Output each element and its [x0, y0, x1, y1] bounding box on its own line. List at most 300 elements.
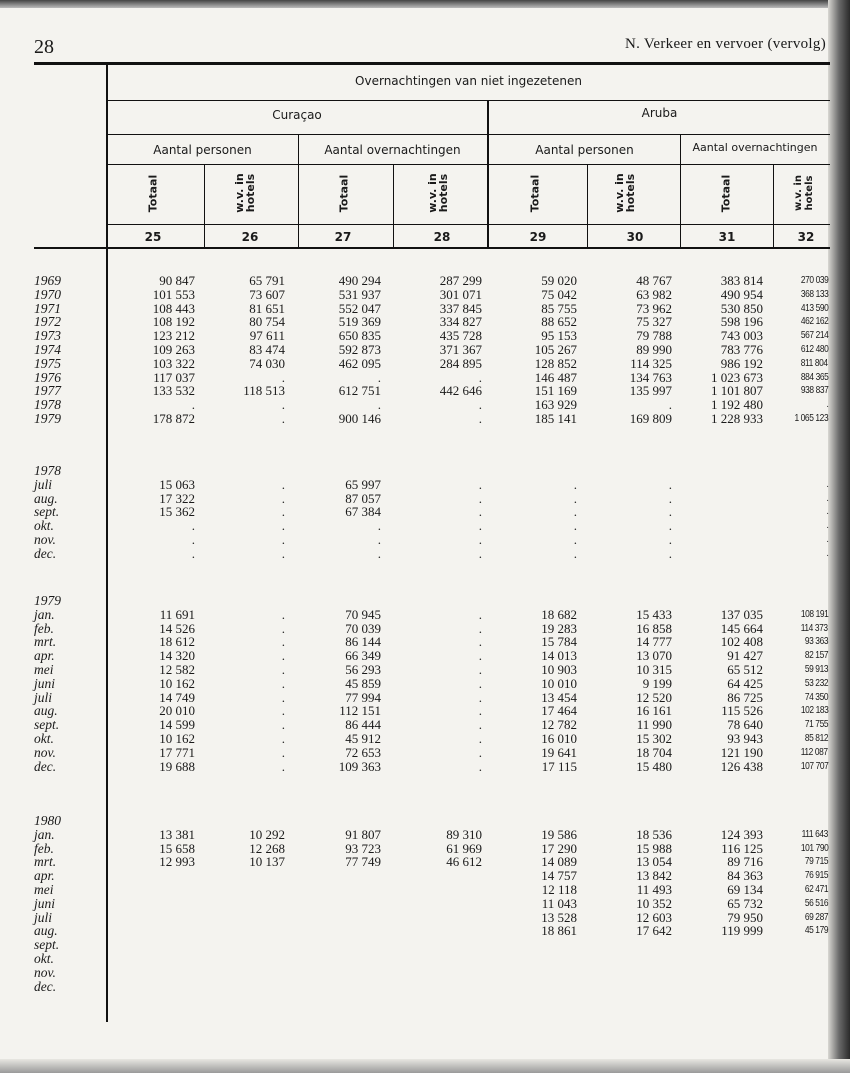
- cell-col-28: .: [478, 606, 482, 622]
- cell-col-29: .: [573, 490, 577, 506]
- cell-col-27: 91 807: [345, 826, 381, 842]
- cell-col-27: 56 293: [345, 661, 381, 677]
- cell-col-32: 108 191: [800, 607, 828, 620]
- column-divider: [587, 164, 588, 248]
- cell-col-29: 18 682: [541, 606, 577, 622]
- table-row: [0, 663, 850, 677]
- table-row: [0, 412, 850, 426]
- cell-col-25: 117 037: [153, 369, 195, 385]
- cell-col-25: 10 162: [159, 675, 195, 691]
- cell-col-31: 124 393: [720, 826, 763, 842]
- table-title: Overnachtingen van niet ingezetenen: [355, 74, 582, 88]
- cell-col-32: 82 157: [804, 649, 828, 662]
- cell-col-31: 65 732: [727, 895, 763, 911]
- cell-col-27: 592 873: [338, 341, 381, 357]
- cell-col-27: 612 751: [338, 383, 381, 399]
- cell-col-26: .: [281, 490, 285, 506]
- cell-col-26: .: [281, 476, 285, 492]
- cell-col-26: .: [281, 730, 285, 746]
- cell-col-27: .: [377, 397, 381, 413]
- cell-col-28: .: [478, 689, 482, 705]
- cell-col-29: 13 454: [541, 689, 577, 705]
- cell-col-32: 107 707: [800, 759, 828, 772]
- cell-col-32: 59 913: [804, 662, 828, 675]
- row-label: aug.: [34, 923, 58, 939]
- cell-col-28: .: [478, 730, 482, 746]
- row-label: 1974: [34, 341, 61, 357]
- row-label: nov.: [34, 744, 56, 760]
- cell-col-31: 530 850: [720, 300, 763, 316]
- cell-col-26: .: [281, 758, 285, 774]
- cell-col-25: .: [191, 397, 195, 413]
- cell-col-25: 10 162: [159, 730, 195, 746]
- cell-col-25: 20 010: [159, 703, 195, 719]
- cell-col-26: 118 513: [243, 383, 285, 399]
- column-label: w.v. in hotels: [793, 175, 815, 211]
- cell-col-32: 462 162: [800, 315, 828, 328]
- cell-col-29: 12 118: [541, 881, 577, 897]
- cell-col-25: 15 658: [159, 840, 195, 856]
- table-row: [0, 952, 850, 966]
- table-row: [0, 533, 850, 547]
- cell-col-32: 45 179: [804, 924, 828, 937]
- cell-col-29: 16 010: [541, 730, 577, 746]
- cell-col-27: 86 144: [345, 634, 381, 650]
- table-row: [0, 897, 850, 911]
- cell-col-29: 14 757: [541, 868, 577, 884]
- cell-col-30: 75 327: [636, 314, 672, 330]
- table-row: [0, 329, 850, 343]
- cell-col-31: 598 196: [720, 314, 763, 330]
- cell-col-28: 435 728: [439, 328, 482, 344]
- cell-col-28: .: [478, 410, 482, 426]
- cell-col-28: .: [478, 717, 482, 733]
- table-row: [0, 622, 850, 636]
- row-label: apr.: [34, 648, 55, 664]
- cell-col-28: 301 071: [439, 286, 482, 302]
- cell-col-26: .: [281, 620, 285, 636]
- table-row: [0, 677, 850, 691]
- cell-col-32: .: [826, 491, 828, 504]
- cell-col-31: 84 363: [727, 868, 763, 884]
- cell-col-30: 9 199: [642, 675, 672, 691]
- cell-col-27: 77 749: [345, 854, 381, 870]
- cell-col-31: 743 003: [720, 328, 763, 344]
- cell-col-29: .: [573, 531, 577, 547]
- table-row: [0, 883, 850, 897]
- cell-col-31: 121 190: [720, 744, 763, 760]
- row-label: 1976: [34, 369, 61, 385]
- cell-col-28: .: [478, 620, 482, 636]
- cell-col-25: .: [191, 531, 195, 547]
- cell-col-30: 73 962: [636, 300, 672, 316]
- cell-col-26: .: [281, 648, 285, 664]
- column-number: 25: [144, 230, 162, 244]
- cell-col-28: .: [478, 518, 482, 534]
- cell-col-31: 69 134: [727, 881, 763, 897]
- cell-col-29: 151 169: [534, 383, 577, 399]
- table-row: [0, 760, 850, 774]
- cell-col-25: 12 582: [159, 661, 195, 677]
- cell-col-30: .: [668, 476, 672, 492]
- table-row: [0, 384, 850, 398]
- cell-col-29: 59 020: [541, 273, 577, 288]
- row-label: aug.: [34, 703, 58, 719]
- cell-col-29: 163 929: [534, 397, 577, 413]
- cell-col-25: 123 212: [152, 328, 195, 344]
- row-label: mrt.: [34, 634, 57, 650]
- row-label: 1972: [34, 314, 61, 330]
- cell-col-29: 95 153: [541, 328, 577, 344]
- cell-col-31: 1 101 807: [711, 383, 763, 399]
- row-label: sept.: [34, 717, 60, 733]
- cell-col-32: 93 363: [804, 635, 828, 648]
- column-number: 27: [334, 230, 352, 244]
- cell-col-30: 79 788: [636, 328, 672, 344]
- scan-top-edge: [0, 0, 850, 8]
- cell-col-30: 12 520: [636, 689, 672, 705]
- cell-col-32: 53 232: [804, 676, 828, 689]
- row-label: juli: [34, 909, 53, 925]
- cell-col-29: 17 464: [541, 703, 577, 719]
- cell-col-25: 108 443: [152, 300, 195, 316]
- cell-col-31: 89 716: [727, 854, 763, 870]
- row-label: nov.: [34, 531, 56, 547]
- cell-col-30: 18 536: [636, 826, 672, 842]
- cell-col-28: .: [478, 648, 482, 664]
- table-row: [0, 732, 850, 746]
- row-label: 1969: [34, 273, 61, 288]
- cell-col-26: .: [281, 703, 285, 719]
- row-label: juli: [34, 689, 53, 705]
- cell-col-28: .: [478, 504, 482, 520]
- column-label: Totaal: [146, 174, 160, 213]
- row-label: 1973: [34, 328, 61, 344]
- cell-col-29: 88 652: [541, 314, 577, 330]
- cell-col-27: 66 349: [345, 648, 381, 664]
- cell-col-31: 91 427: [727, 648, 763, 664]
- cell-col-25: 178 872: [152, 410, 195, 426]
- cell-col-28: 334 827: [439, 314, 482, 330]
- column-divider: [393, 164, 394, 248]
- table-row: [0, 315, 850, 329]
- cell-col-29: 17 115: [541, 758, 577, 774]
- cell-col-30: 15 480: [636, 758, 672, 774]
- table-row: [0, 635, 850, 649]
- cell-col-30: 16 858: [636, 620, 672, 636]
- cell-col-31: 78 640: [727, 717, 763, 733]
- cell-col-32: 270 039: [800, 274, 828, 286]
- table-row: [0, 704, 850, 718]
- table-row: [0, 938, 850, 952]
- cell-col-30: 13 842: [636, 868, 672, 884]
- running-head: N. Verkeer en vervoer (vervolg): [624, 36, 826, 52]
- cell-col-31: 116 125: [721, 840, 763, 856]
- cell-col-25: .: [191, 518, 195, 534]
- cell-col-27: 112 151: [339, 703, 381, 719]
- cell-col-32: 101 790: [800, 841, 828, 854]
- column-number: 30: [626, 230, 644, 244]
- cell-col-30: .: [668, 531, 672, 547]
- cell-col-25: .: [191, 545, 195, 561]
- cell-col-32: 76 915: [804, 869, 828, 882]
- cell-col-31: 383 814: [720, 273, 763, 288]
- row-label: dec.: [34, 978, 57, 994]
- cell-col-32: .: [826, 546, 828, 559]
- cell-col-30: 10 352: [636, 895, 672, 911]
- cell-col-28: 89 310: [446, 826, 482, 842]
- rule-under-labels: [107, 224, 830, 225]
- section-heading: 1978: [34, 463, 61, 478]
- cell-col-31: 1 023 673: [711, 369, 763, 385]
- cell-col-32: .: [826, 532, 828, 545]
- cell-col-29: 11 043: [541, 895, 577, 911]
- cell-col-32: .: [826, 519, 828, 532]
- cell-col-32: 413 590: [800, 301, 828, 314]
- cell-col-32: 102 183: [800, 704, 828, 717]
- cell-col-27: .: [377, 369, 381, 385]
- row-label: 1978: [34, 397, 61, 413]
- cell-col-32: 938 837: [800, 384, 828, 397]
- cell-col-26: 10 137: [249, 854, 285, 870]
- cell-col-29: 85 755: [541, 300, 577, 316]
- cell-col-32: 111 643: [801, 827, 828, 840]
- cell-col-31: 1 228 933: [711, 410, 763, 426]
- cell-col-32: 79 715: [804, 855, 828, 868]
- cell-col-27: .: [377, 545, 381, 561]
- cell-col-27: 109 363: [338, 758, 381, 774]
- table-row: [0, 492, 850, 506]
- cell-col-32: 567 214: [800, 329, 828, 342]
- cell-col-29: 185 141: [534, 410, 577, 426]
- cell-col-28: .: [478, 476, 482, 492]
- cell-col-32: 71 755: [804, 718, 828, 731]
- cell-col-30: 169 809: [629, 410, 672, 426]
- cell-col-28: .: [478, 397, 482, 413]
- cell-col-30: 12 603: [636, 909, 672, 925]
- cell-col-30: 11 493: [636, 881, 672, 897]
- column-number: 32: [797, 230, 815, 244]
- column-label: Totaal: [528, 174, 542, 213]
- cell-col-27: 70 039: [345, 620, 381, 636]
- cell-col-28: .: [478, 703, 482, 719]
- cell-col-28: 46 612: [446, 854, 482, 870]
- table-row: [0, 371, 850, 385]
- cell-col-26: .: [281, 504, 285, 520]
- cell-col-26: .: [281, 606, 285, 622]
- table-row: [0, 869, 850, 883]
- row-label: 1971: [34, 300, 61, 316]
- cell-col-28: 371 367: [439, 341, 482, 357]
- header-bottom-rule: [34, 247, 830, 249]
- table-row: [0, 980, 850, 994]
- cell-col-25: 17 322: [159, 490, 195, 506]
- cell-col-26: .: [281, 717, 285, 733]
- cell-col-26: .: [281, 518, 285, 534]
- cell-col-29: 105 267: [534, 341, 577, 357]
- cell-col-25: 90 847: [159, 273, 195, 288]
- cell-col-27: 531 937: [338, 286, 381, 302]
- cell-col-32: .: [826, 398, 828, 411]
- cell-col-32: .: [826, 477, 828, 490]
- table-row: [0, 746, 850, 760]
- rule-under-title: [107, 100, 830, 101]
- cell-col-28: .: [478, 758, 482, 774]
- cell-col-27: 77 994: [345, 689, 381, 705]
- cell-col-30: 13 070: [636, 648, 672, 664]
- cell-col-25: 101 553: [152, 286, 195, 302]
- cell-col-25: 15 362: [159, 504, 195, 520]
- table-row: [0, 274, 850, 288]
- cell-col-26: .: [281, 531, 285, 547]
- cell-col-32: 56 516: [804, 896, 828, 909]
- cell-col-32: 114 373: [801, 621, 828, 634]
- cell-col-30: .: [668, 518, 672, 534]
- table-row: [0, 505, 850, 519]
- table-row: [0, 855, 850, 869]
- cell-col-30: 17 642: [636, 923, 672, 939]
- cell-col-29: 15 784: [541, 634, 577, 650]
- cell-col-32: 85 812: [804, 731, 828, 744]
- row-label: juni: [34, 895, 56, 911]
- table-row: [0, 302, 850, 316]
- row-label: 1979: [34, 410, 61, 426]
- row-label: dec.: [34, 545, 57, 561]
- column-label: w.v. in hotels: [426, 173, 450, 213]
- cell-col-29: .: [573, 545, 577, 561]
- cell-col-30: .: [668, 397, 672, 413]
- cell-col-30: 14 777: [636, 634, 672, 650]
- region-curacao: Curaçao: [272, 108, 322, 122]
- cell-col-31: 93 943: [727, 730, 763, 746]
- cell-col-31: 783 776: [720, 341, 763, 357]
- cell-col-30: 134 763: [629, 369, 672, 385]
- cell-col-27: .: [377, 518, 381, 534]
- cell-col-29: 10 010: [541, 675, 577, 691]
- table-row: [0, 608, 850, 622]
- table-row: [0, 911, 850, 925]
- cell-col-32: 368 133: [800, 287, 828, 300]
- cell-col-31: 137 035: [720, 606, 763, 622]
- row-label: 1977: [34, 383, 61, 399]
- cell-col-26: 74 030: [249, 355, 285, 371]
- column-number: 28: [433, 230, 451, 244]
- cell-col-26: 12 268: [249, 840, 285, 856]
- cell-col-25: 14 749: [159, 689, 195, 705]
- cell-col-26: 73 607: [249, 286, 285, 302]
- cell-col-27: .: [377, 531, 381, 547]
- row-label: sept.: [34, 504, 60, 520]
- table-row: [0, 547, 850, 561]
- cell-col-31: 102 408: [720, 634, 763, 650]
- cell-col-27: 45 912: [345, 730, 381, 746]
- cell-col-27: 70 945: [345, 606, 381, 622]
- cell-col-29: 146 487: [534, 369, 577, 385]
- column-number: 31: [718, 230, 736, 244]
- cell-col-27: 900 146: [338, 410, 381, 426]
- table-row: [0, 649, 850, 663]
- group-header: Aantal overnachtingen: [324, 143, 461, 157]
- row-label: mrt.: [34, 854, 57, 870]
- cell-col-26: .: [281, 410, 285, 426]
- table-section: [0, 594, 850, 773]
- table-row: [0, 828, 850, 842]
- cell-col-26: .: [281, 744, 285, 760]
- table-row: [0, 924, 850, 938]
- cell-col-28: 442 646: [439, 383, 482, 399]
- cell-col-29: 75 042: [541, 286, 577, 302]
- cell-col-30: 114 325: [630, 355, 672, 371]
- cell-col-32: 74 350: [804, 690, 828, 703]
- row-label: okt.: [34, 730, 54, 746]
- cell-col-31: 986 192: [720, 355, 763, 371]
- row-label: aug.: [34, 490, 58, 506]
- table-section: [0, 814, 850, 993]
- cell-col-29: 128 852: [534, 355, 577, 371]
- column-number: 29: [529, 230, 547, 244]
- column-divider: [773, 164, 774, 248]
- cell-col-30: 18 704: [636, 744, 672, 760]
- section-heading: 1980: [34, 813, 61, 828]
- column-label: Totaal: [337, 174, 351, 213]
- cell-col-31: 145 664: [720, 620, 763, 636]
- page-number: 28: [34, 36, 54, 58]
- cell-col-32: 884 365: [800, 370, 828, 383]
- table-row: [0, 288, 850, 302]
- cell-col-28: 337 845: [439, 300, 482, 316]
- cell-col-29: 19 641: [541, 744, 577, 760]
- cell-col-25: 103 322: [152, 355, 195, 371]
- group-header: Aantal personen: [153, 143, 252, 157]
- cell-col-32: 69 287: [804, 910, 828, 923]
- cell-col-26: 65 791: [249, 273, 285, 288]
- table-row: [0, 357, 850, 371]
- cell-col-25: 18 612: [159, 634, 195, 650]
- cell-col-31: 490 954: [720, 286, 763, 302]
- row-label: juli: [34, 476, 53, 492]
- cell-col-28: .: [478, 661, 482, 677]
- cell-col-27: 650 835: [338, 328, 381, 344]
- cell-col-25: 108 192: [152, 314, 195, 330]
- row-label: feb.: [34, 840, 54, 856]
- cell-col-29: 14 089: [541, 854, 577, 870]
- table-section: [0, 464, 850, 561]
- cell-col-28: 284 895: [439, 355, 482, 371]
- row-label: jan.: [34, 606, 55, 622]
- table-section: [0, 274, 850, 426]
- cell-col-32: .: [826, 505, 828, 518]
- cell-col-25: 14 599: [159, 717, 195, 733]
- cell-col-28: .: [478, 744, 482, 760]
- cell-col-26: .: [281, 369, 285, 385]
- cell-col-32: 1 065 123: [794, 411, 828, 424]
- cell-col-29: .: [573, 518, 577, 534]
- region-divider: [487, 100, 489, 248]
- row-label: feb.: [34, 620, 54, 636]
- cell-col-31: 119 999: [721, 923, 763, 939]
- cell-col-31: 79 950: [727, 909, 763, 925]
- cell-col-25: 14 320: [159, 648, 195, 664]
- row-label: dec.: [34, 758, 57, 774]
- row-label: jan.: [34, 826, 55, 842]
- cell-col-29: 17 290: [541, 840, 577, 856]
- cell-col-30: .: [668, 504, 672, 520]
- cell-col-29: 10 903: [541, 661, 577, 677]
- cell-col-29: 13 528: [541, 909, 577, 925]
- cell-col-30: 15 988: [636, 840, 672, 856]
- cell-col-30: 15 433: [636, 606, 672, 622]
- cell-col-26: 97 611: [249, 328, 285, 344]
